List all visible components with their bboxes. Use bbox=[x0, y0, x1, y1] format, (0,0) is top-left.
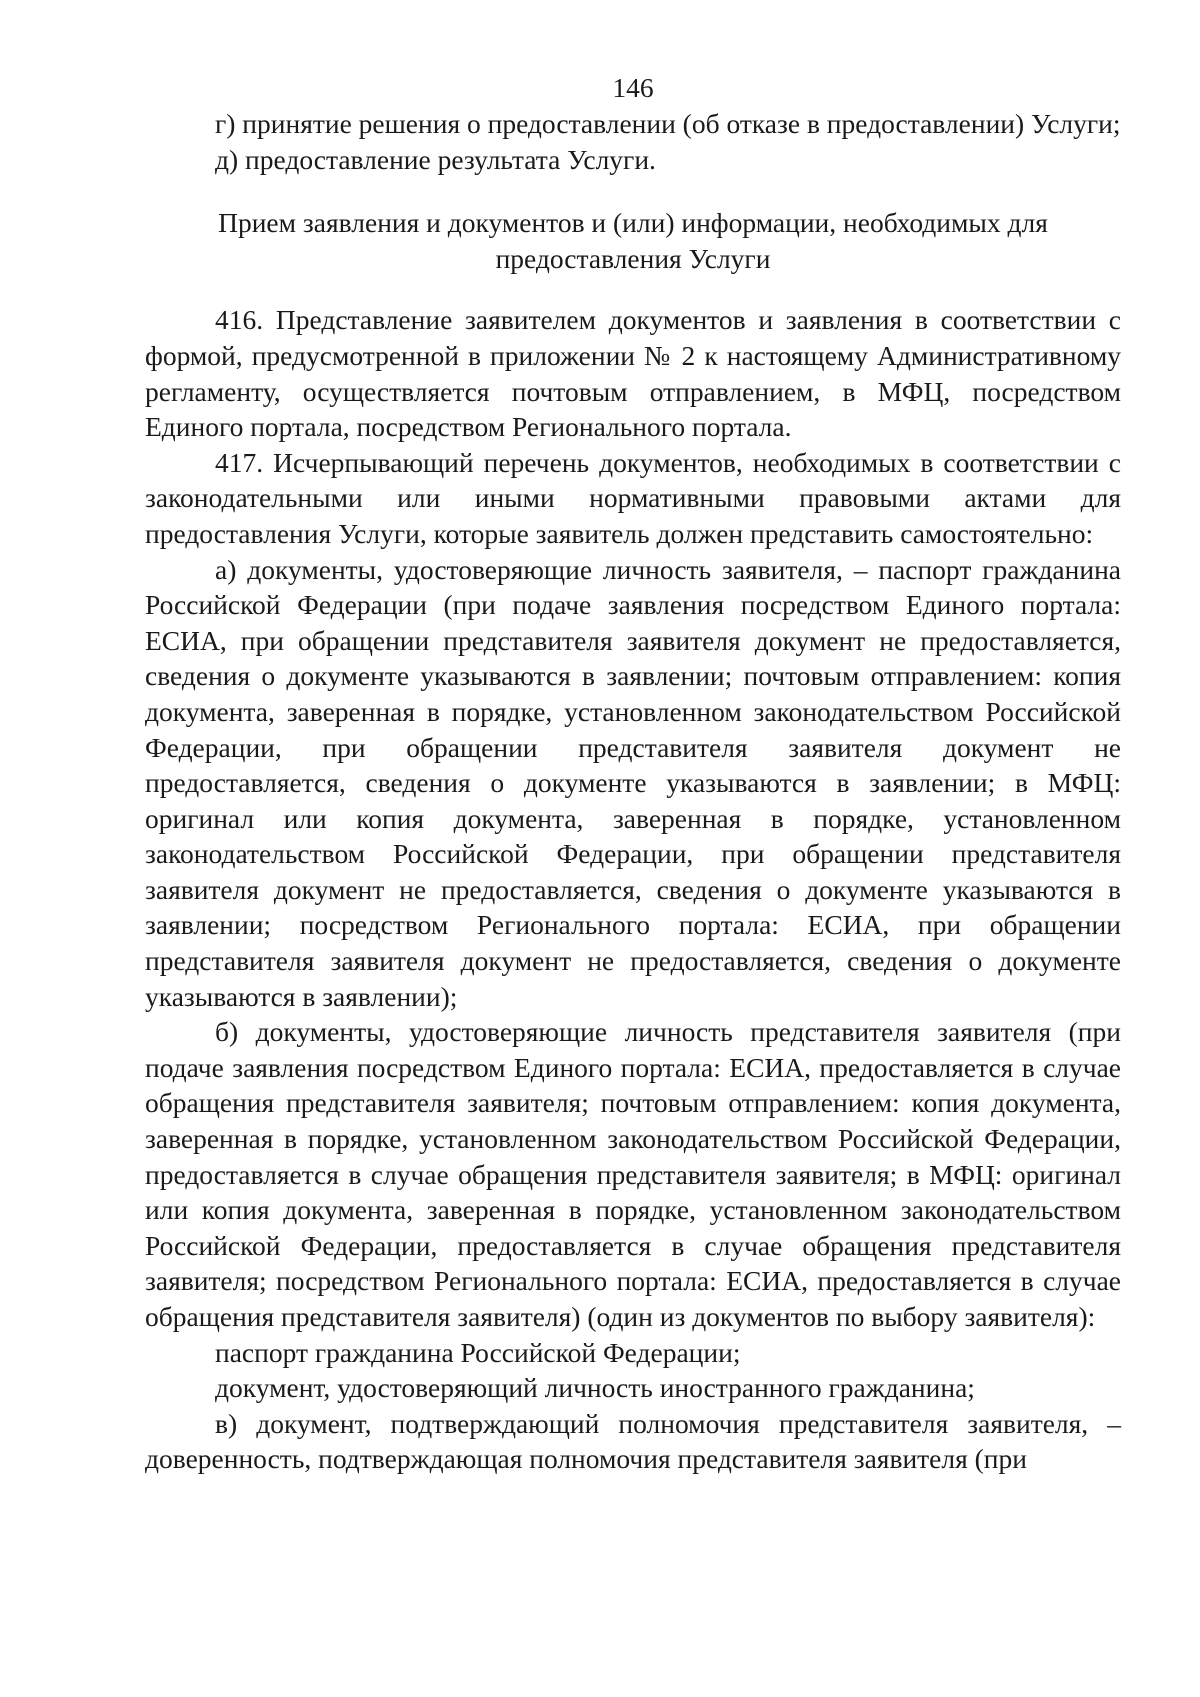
subitem-a: а) документы, удостоверяющие личность заявителя, – паспорт гражданина Российской Федерации (при подаче заявления посредством Единого портала: ЕСИА, при обращении представителя заявителя документ не предоставляется, сведения о документе указываются в заявлении; почтовым отправлением: копия документа, заверенная в порядке, установленном законодательством Российской Федерации, при обращении представителя заявителя документ не предоставляется, сведения о документе указываются в заявлении; в МФЦ: оригинал или копия документа, заверенная в порядке, установленном законодательством Российской Федерации, при обращении представителя заявителя документ не предоставляется, сведения о документе указываются в заявлении; посредством Регионального портала: ЕСИА, при обращении представителя заявителя документ не предоставляется, сведения о документе указываются в заявлении); bbox=[145, 553, 1121, 1012]
list-item-d: д) предоставление результата Услуги. bbox=[215, 143, 656, 175]
section-heading-line-2: предоставления Услуги bbox=[495, 242, 771, 274]
spacer bbox=[145, 177, 1121, 205]
spacer bbox=[145, 276, 1121, 302]
paragraph-417: 417. Исчерпывающий перечень документов, необходимых в соответствии с законодательными или иными нормативными правовыми актами для предоставления Услуги, которые заявитель должен представить самостоятельно: bbox=[145, 446, 1121, 549]
paragraph-416: 416. Представление заявителем документов и заявления в соответствии с формой, предусмотренной в приложении № 2 к настоящему Административному регламенту, осуществляется почтовым отправлением, в МФЦ, посредством Единого портала, посредством Регионального портала. bbox=[145, 304, 1121, 443]
document-page bbox=[145, 70, 1121, 1477]
list-item-foreign-id: документ, удостоверяющий личность иностранного гражданина; bbox=[215, 1372, 975, 1404]
page-number: 146 bbox=[612, 72, 654, 103]
subitem-b: б) документы, удостоверяющие личность представителя заявителя (при подаче заявления посредством Единого портала: ЕСИА, предоставляется в случае обращения представителя заявителя; почтовым отправлением: копия документа, заверенная в порядке, установленном законодательством Российской Федерации, предоставляется в случае обращения представителя заявителя; в МФЦ: оригинал или копия документа, заверенная в порядке, установленном законодательством Российской Федерации, предоставляется в случае обращения представителя заявителя; посредством Регионального портала: ЕСИА, предоставляется в случае обращения представителя заявителя) (один из документов по выбору заявителя): bbox=[145, 1016, 1121, 1332]
list-item-passport: паспорт гражданина Российской Федерации; bbox=[215, 1336, 741, 1368]
subitem-v: в) документ, подтверждающий полномочия представителя заявителя, – доверенность, подтверждающая полномочия представителя заявителя (при bbox=[145, 1407, 1121, 1475]
list-item-g: г) принятие решения о предоставлении (об отказе в предоставлении) Услуги; bbox=[215, 108, 1121, 139]
section-heading-line-1: Прием заявления и документов и (или) информации, необходимых для bbox=[218, 207, 1048, 239]
